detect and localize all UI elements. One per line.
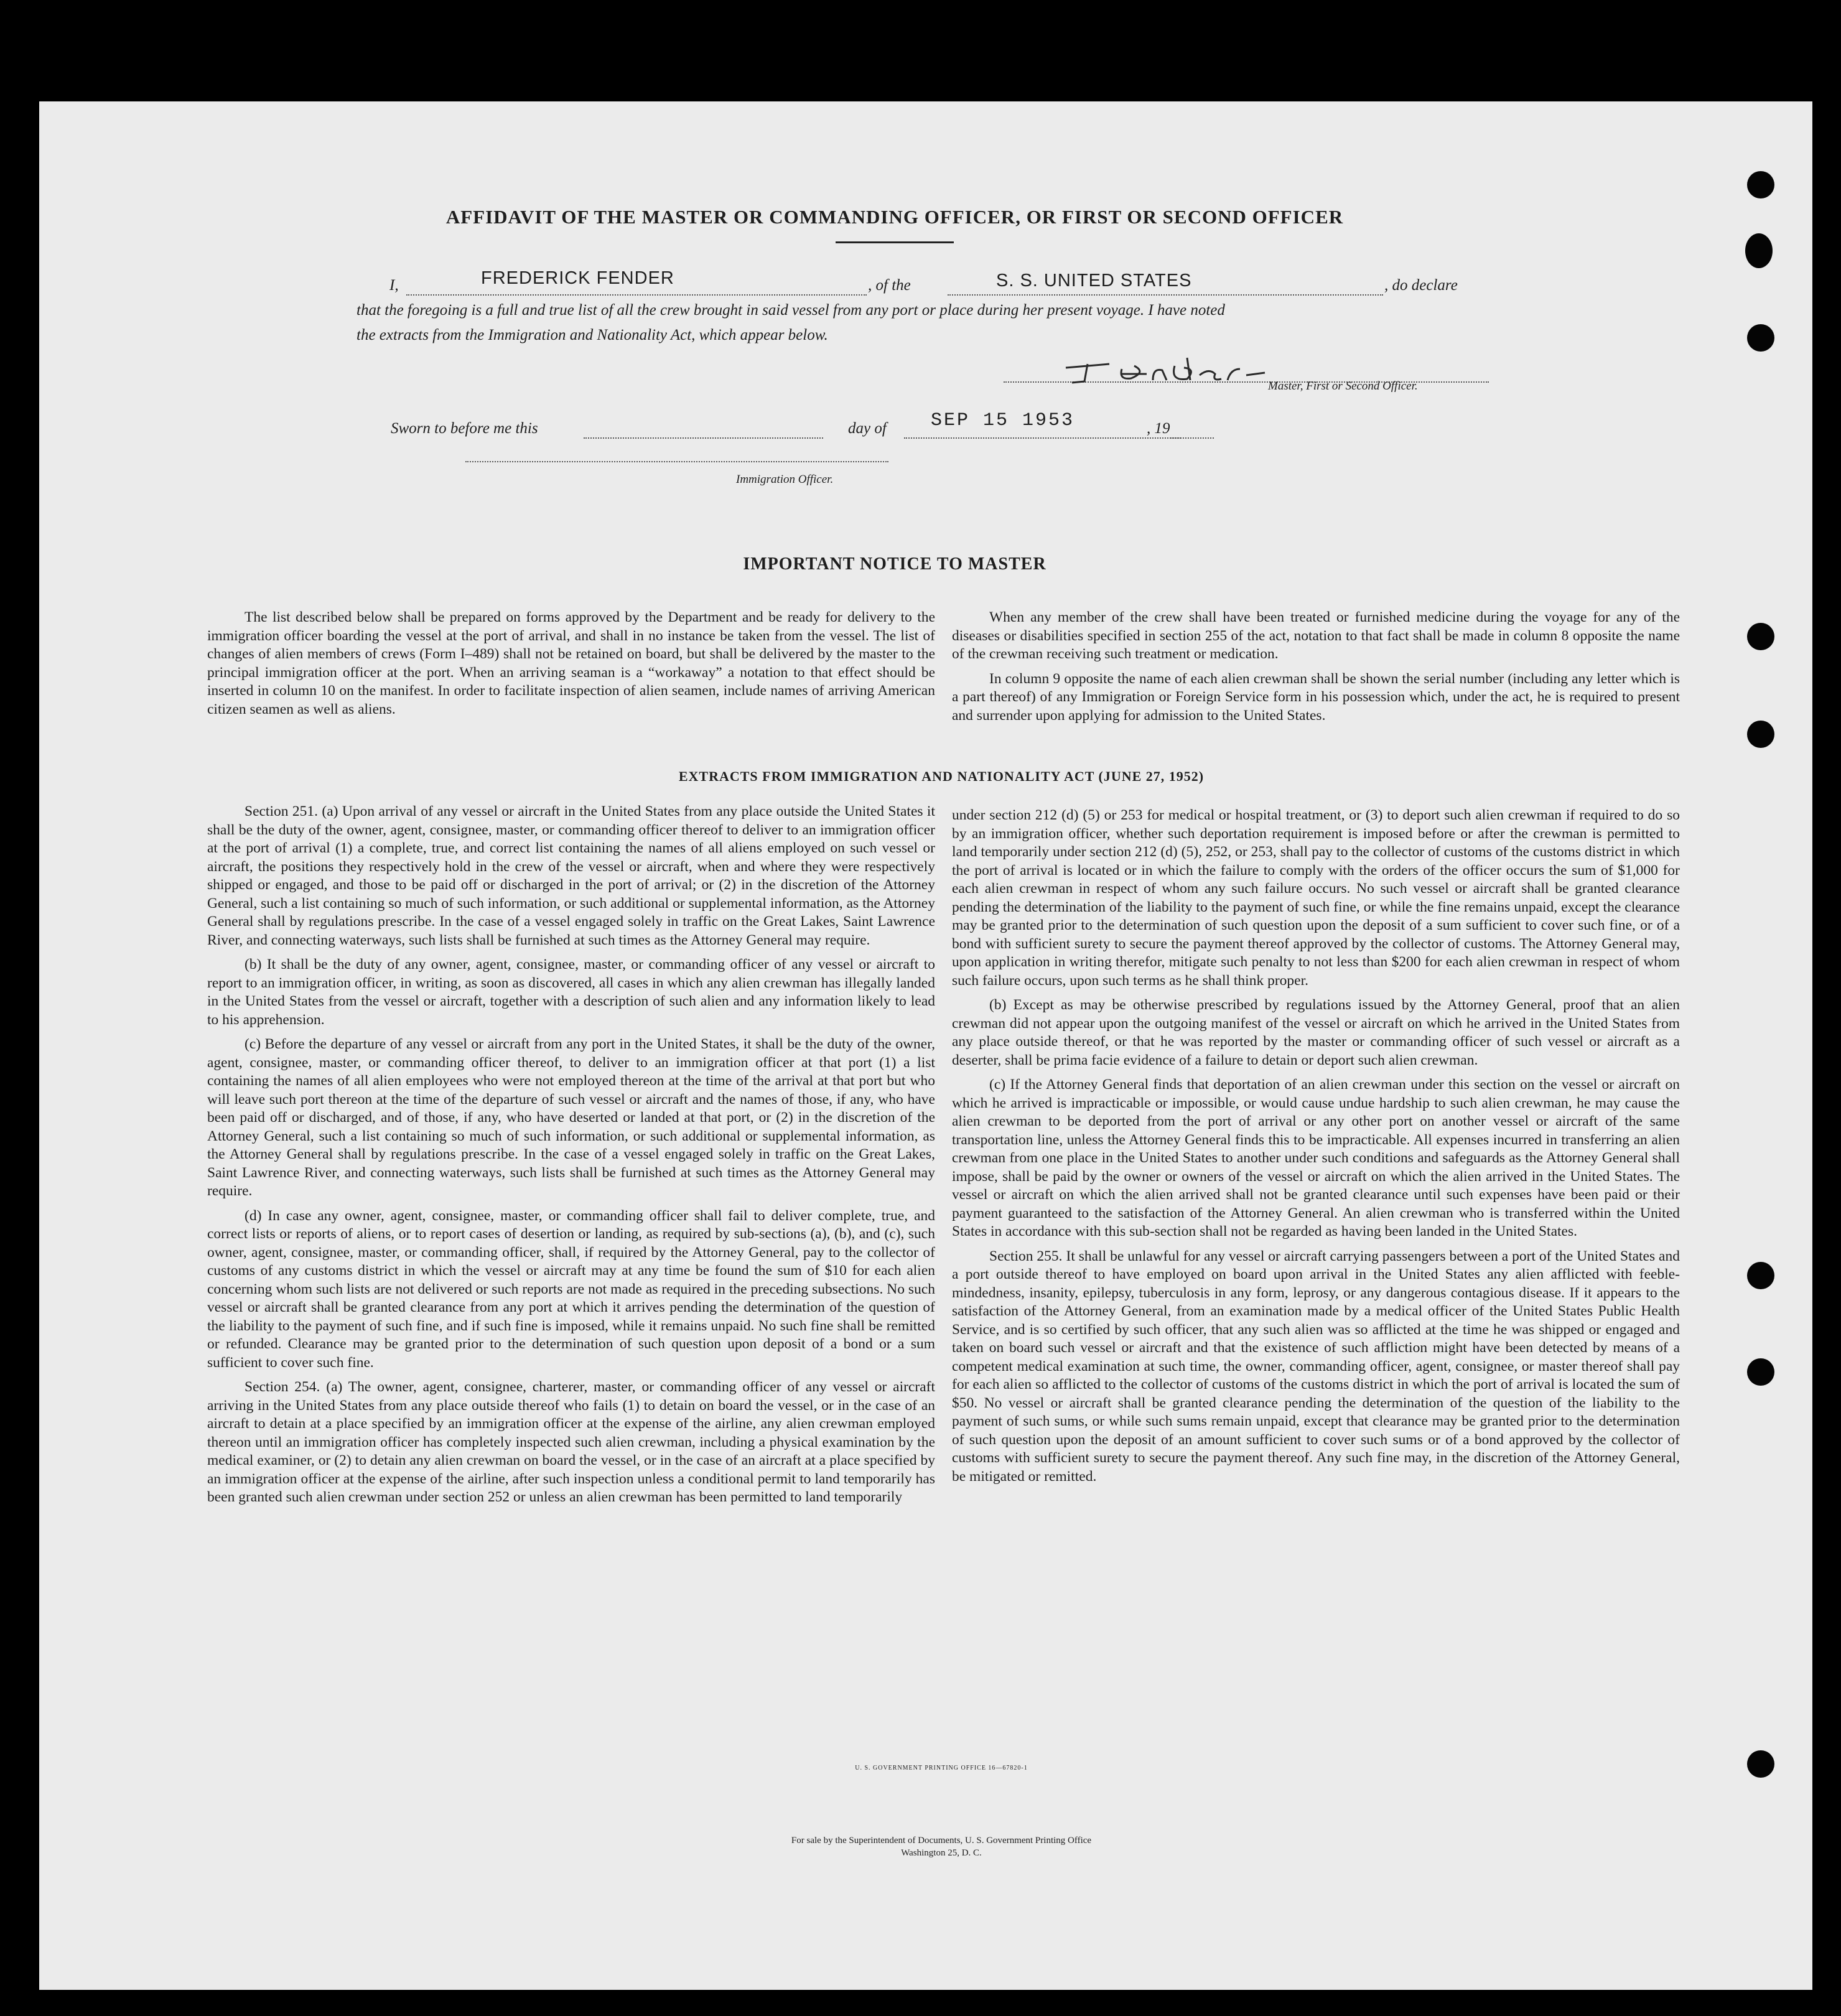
notice-paragraph: When any member of the crew shall have been treated or furnished medicine during the voyage for any of the diseases or disabilities specified in section 255 of the act, notation to that fact shall be made in column 8 opposite the name of the crewman receiving such treatment or medication.	[952, 609, 1680, 662]
extract-paragraph: Section 254. (a) The owner, agent, consignee, charterer, master, or commanding officer of any vessel or aircraft arriving in the United States from any place outside thereof who fails (1) to detain on board the vessel, or in the case of an aircraft to detain at a place specified by an immigration officer at the expense of the airline, any alien crewman employed thereon until an immigration officer has completely inspected such alien crewman, including a physical examination by the medical examiner, or (2) to detain any alien crewman on board the vessel, or in the case of an aircraft at a place specified by an immigration officer at the expense of the airline, after such inspection unless a conditional permit to land temporarily has been granted such alien crewman under section 252 or unless an alien crewman has been permitted to land temporarily	[207, 1379, 935, 1505]
date-stamp: SEP 15 1953	[931, 410, 1075, 431]
punch-hole	[1747, 623, 1774, 650]
title-rule	[836, 241, 954, 243]
declaration-line-2: the extracts from the Immigration and Nationality Act, which appear below.	[357, 327, 828, 343]
punch-hole	[1747, 324, 1774, 352]
do-declare-label: , do declare	[1384, 277, 1458, 294]
extracts-left-column	[207, 803, 935, 1513]
extracts-title: EXTRACTS FROM IMMIGRATION AND NATIONALITY ACT (JUNE 27, 1952)	[678, 768, 1205, 784]
extract-paragraph: (b) It shall be the duty of any owner, agent, consignee, master, or commanding officer of any vessel or aircraft to report to an immigration officer, in writing, as soon as discovered, all cases in which any alien crewman has illegally landed in the United States from the vessel or aircraft, together with a description of such alien and any information likely to lead to his apprehension.	[207, 956, 935, 1028]
notice-paragraph: The list described below shall be prepared on forms approved by the Department and be ready for delivery to the immigration officer boarding the vessel at the port of arrival, and shall in no instance be taken from the vessel. The list of changes of alien members of crews (Form I–489) shall not be retained on board, but shall be delivered by the master to the principal immigration officer at the port. When an arriving seaman is a “workaway” a notation to that effect should be inserted in column 10 on the manifest. In order to facilitate inspection of alien seamen, include names of arriving American citizen seamen as well as aliens.	[207, 609, 935, 717]
extract-paragraph: (c) Before the departure of any vessel or aircraft from any port in the United States, it shall be the duty of the owner, agent, consignee, master, or commanding officer thereof, to deliver to an immigration officer at that port (1) a list containing the names of all alien employees who were not employed thereon at the time of the arrival at that port but who will leave such port thereon at the time of the departure of such vessel or aircraft and the names of those, if any, who have been paid off or discharged, and of those, if any, who have deserted or landed at that port, or (2) in the discretion of the Attorney General, such a list containing so much of such information, or such additional or supplemental information, as the Attorney General shall by regulations prescribe. In the case of a vessel engaged solely in traffic on the Great Lakes, Saint Lawrence River, and connecting waterways, such lists shall be furnished at such times as the Attorney General may require.	[207, 1036, 935, 1199]
extract-paragraph: (d) In case any owner, agent, consignee, master, or commanding officer shall fail to deliver complete, true, and correct lists or reports of aliens, or to report cases of desertion or landing, as required by sub-sections (a), (b), and (c), such owner, agent, consignee, master, or commanding officer, shall, if required by the Attorney General, pay to the collector of customs of any customs district in which the vessel or aircraft may at any time be found the sum of $10 for each alien concerning whom such lists are not delivered or such reports are not made as required in the preceding subsections. No such vessel or aircraft shall be granted clearance from any port at which it arrives pending the determination of the question of the liability to the payment of such fine, and if such fine is imposed, while it remains unpaid. No such fine shall be remitted or refunded. Clearance may be granted prior to the determination of such question upon deposit of a bond or a sum sufficient to cover such fine.	[207, 1207, 935, 1371]
sale-line-1: For sale by the Superintendent of Documents, U. S. Government Printing Office	[791, 1836, 1092, 1846]
document-page	[39, 101, 1812, 1990]
of-the-label: , of the	[868, 277, 911, 294]
punch-hole	[1745, 233, 1773, 268]
master-caption: Master, First or Second Officer.	[1268, 380, 1418, 393]
notice-paragraph: In column 9 opposite the name of each alien crewman shall be shown the serial number (including any letter which is a part thereof) of any Immigration or Foreign Service form in his possession which, under the act, he is required to present and surrender upon applying for admission to the United States.	[952, 670, 1680, 724]
i-prefix: I,	[389, 277, 399, 294]
punch-hole	[1747, 1358, 1774, 1386]
vessel-name-value: S. S. UNITED STATES	[996, 271, 1192, 291]
sworn-label: Sworn to before me this	[391, 420, 538, 437]
day-of-label: day of	[848, 420, 887, 437]
master-name-value: FREDERICK FENDER	[481, 268, 674, 288]
extract-paragraph: (b) Except as may be otherwise prescribed by regulations issued by the Attorney General, proof that an alien crewman did not appear upon the outgoing manifest of the vessel or aircraft on which he arrived in the United States from any place outside thereof, or that he was reported by the master or commanding officer of such vessel or aircraft as a deserter, shall be prima facie evidence of a failure to detain or deport such alien crewman.	[952, 997, 1680, 1068]
master-signature	[1060, 350, 1284, 388]
extract-paragraph: Section 251. (a) Upon arrival of any vessel or aircraft in the United States from any place outside the United States it shall be the duty of the owner, agent, consignee, master, or commanding officer thereof to deliver to an immigration officer at the port of arrival (1) a complete, true, and correct list containing the names of all aliens employed on such vessel or aircraft, the positions they respectively hold in the crew of the vessel or aircraft, when and where they were respectively shipped or engaged, and those to be paid off or discharged in the port of arrival; or (2) in the discretion of the Attorney General, such a list containing so much of such information, or such additional or supplemental information, as the Attorney General shall by regulations prescribe. In the case of a vessel engaged solely in traffic on the Great Lakes, Saint Lawrence River, and connecting waterways, such lists shall be furnished at such times as the Attorney General may require.	[207, 803, 935, 948]
printer-line: U. S. GOVERNMENT PRINTING OFFICE 16—67820-1	[855, 1765, 1028, 1771]
year-field	[1170, 413, 1214, 439]
punch-hole	[1747, 171, 1774, 198]
extract-paragraph: Section 255. It shall be unlawful for any vessel or aircraft carrying passengers between a port of the United States and a port outside thereof to have employed on board upon arrival in the United States any alien afflicted with feeble-mindedness, insanity, epilepsy, tuberculosis in any form, leprosy, or any dangerous contagious disease. If it appears to the satisfaction of the Attorney General, from an examination made by a medical officer of the United States Public Health Service, and is so certified by such officer, that any such alien was so afflicted at the time he was shipped or engaged and taken on board such vessel or aircraft and that the existence of such affliction might have been detected by means of a competent medical examination at such time, the owner, commanding officer, agent, consignee, or master thereof shall pay for each alien so afflicted to the collector of customs of the customs district in which the port of arrival is located the sum of $50. No vessel or aircraft shall be granted clearance pending the determination of the question of the liability to the payment of such sums, or while such sums remain unpaid, except that clearance may be granted prior to the determination of such question upon the deposit of an amount sufficient to cover such sums or of a bond approved by the collector of customs with sufficient surety to secure the payment thereof. Any such fine may, in the discretion of the Attorney General, be mitigated or remitted.	[952, 1248, 1680, 1485]
notice-title: IMPORTANT NOTICE TO MASTER	[743, 554, 1046, 574]
notice-left-column	[207, 609, 935, 725]
punch-hole	[1747, 721, 1774, 748]
affidavit-title: AFFIDAVIT OF THE MASTER OR COMMANDING OFFICER, OR FIRST OR SECOND OFFICER	[445, 206, 1344, 228]
punch-hole	[1747, 1262, 1774, 1289]
year-prefix: , 19	[1147, 420, 1170, 437]
extracts-right-column	[952, 806, 1680, 1492]
sale-line-2: Washington 25, D. C.	[901, 1848, 982, 1858]
declaration-line-1: that the foregoing is a full and true list of all the crew brought in said vessel from any port or place during her present voyage. I have noted	[357, 302, 1225, 319]
notice-right-column	[952, 609, 1680, 731]
officer-caption: Immigration Officer.	[736, 473, 834, 486]
punch-hole	[1747, 1750, 1774, 1778]
sworn-day-field	[584, 413, 823, 439]
extract-paragraph: under section 212 (d) (5) or 253 for medical or hospital treatment, or (3) to deport such alien crewman if required to do so by an immigration officer, whether such deportation requirement is imposed before or after the crewman is permitted to land temporarily under section 212 (d) (5), 252, or 253, shall pay to the collector of customs of the customs district in which the port of arrival is located or in which the failure to comply with the orders of the officer occurs the sum of $1,000 for each alien crewman in respect of whom any such failure occurs. No such vessel or aircraft shall be granted clearance pending the determination of the liability to the payment of such fine, or while the fine remains unpaid, except the clearance may be granted prior to the determination of such question upon the deposit of a sum sufficient to cover such fine, or of a bond with sufficient surety to secure the payment thereof approved by the collector of customs. The Attorney General may, upon application in writing therefor, mitigate such penalty to not less than $200 for each alien crewman in respect of whom such failure occurs, upon such terms as he shall think proper.	[952, 807, 1680, 989]
extract-paragraph: (c) If the Attorney General finds that deportation of an alien crewman under this section on the vessel or aircraft on which he arrived is impracticable or impossible, or would cause undue hardship to such alien crewman, he may cause the alien crewman to be deported from the port of arrival or any other port on another vessel or aircraft of the same transportation line, unless the Attorney General finds this to be impracticable. All expenses incurred in transferring an alien crewman from one place in the United States to another under such conditions and safeguards as the Attorney General shall impose, shall be paid by the owner or owners of the vessel or aircraft on which the alien arrived in the United States. The vessel or aircraft on which the alien arrived shall not be granted clearance until such expenses have been paid or their payment guaranteed to the satisfaction of the Attorney General. An alien crewman who is transferred within the United States in accordance with this sub-section shall not be regarded as having been landed in the United States.	[952, 1076, 1680, 1239]
officer-signature-line	[465, 444, 888, 462]
